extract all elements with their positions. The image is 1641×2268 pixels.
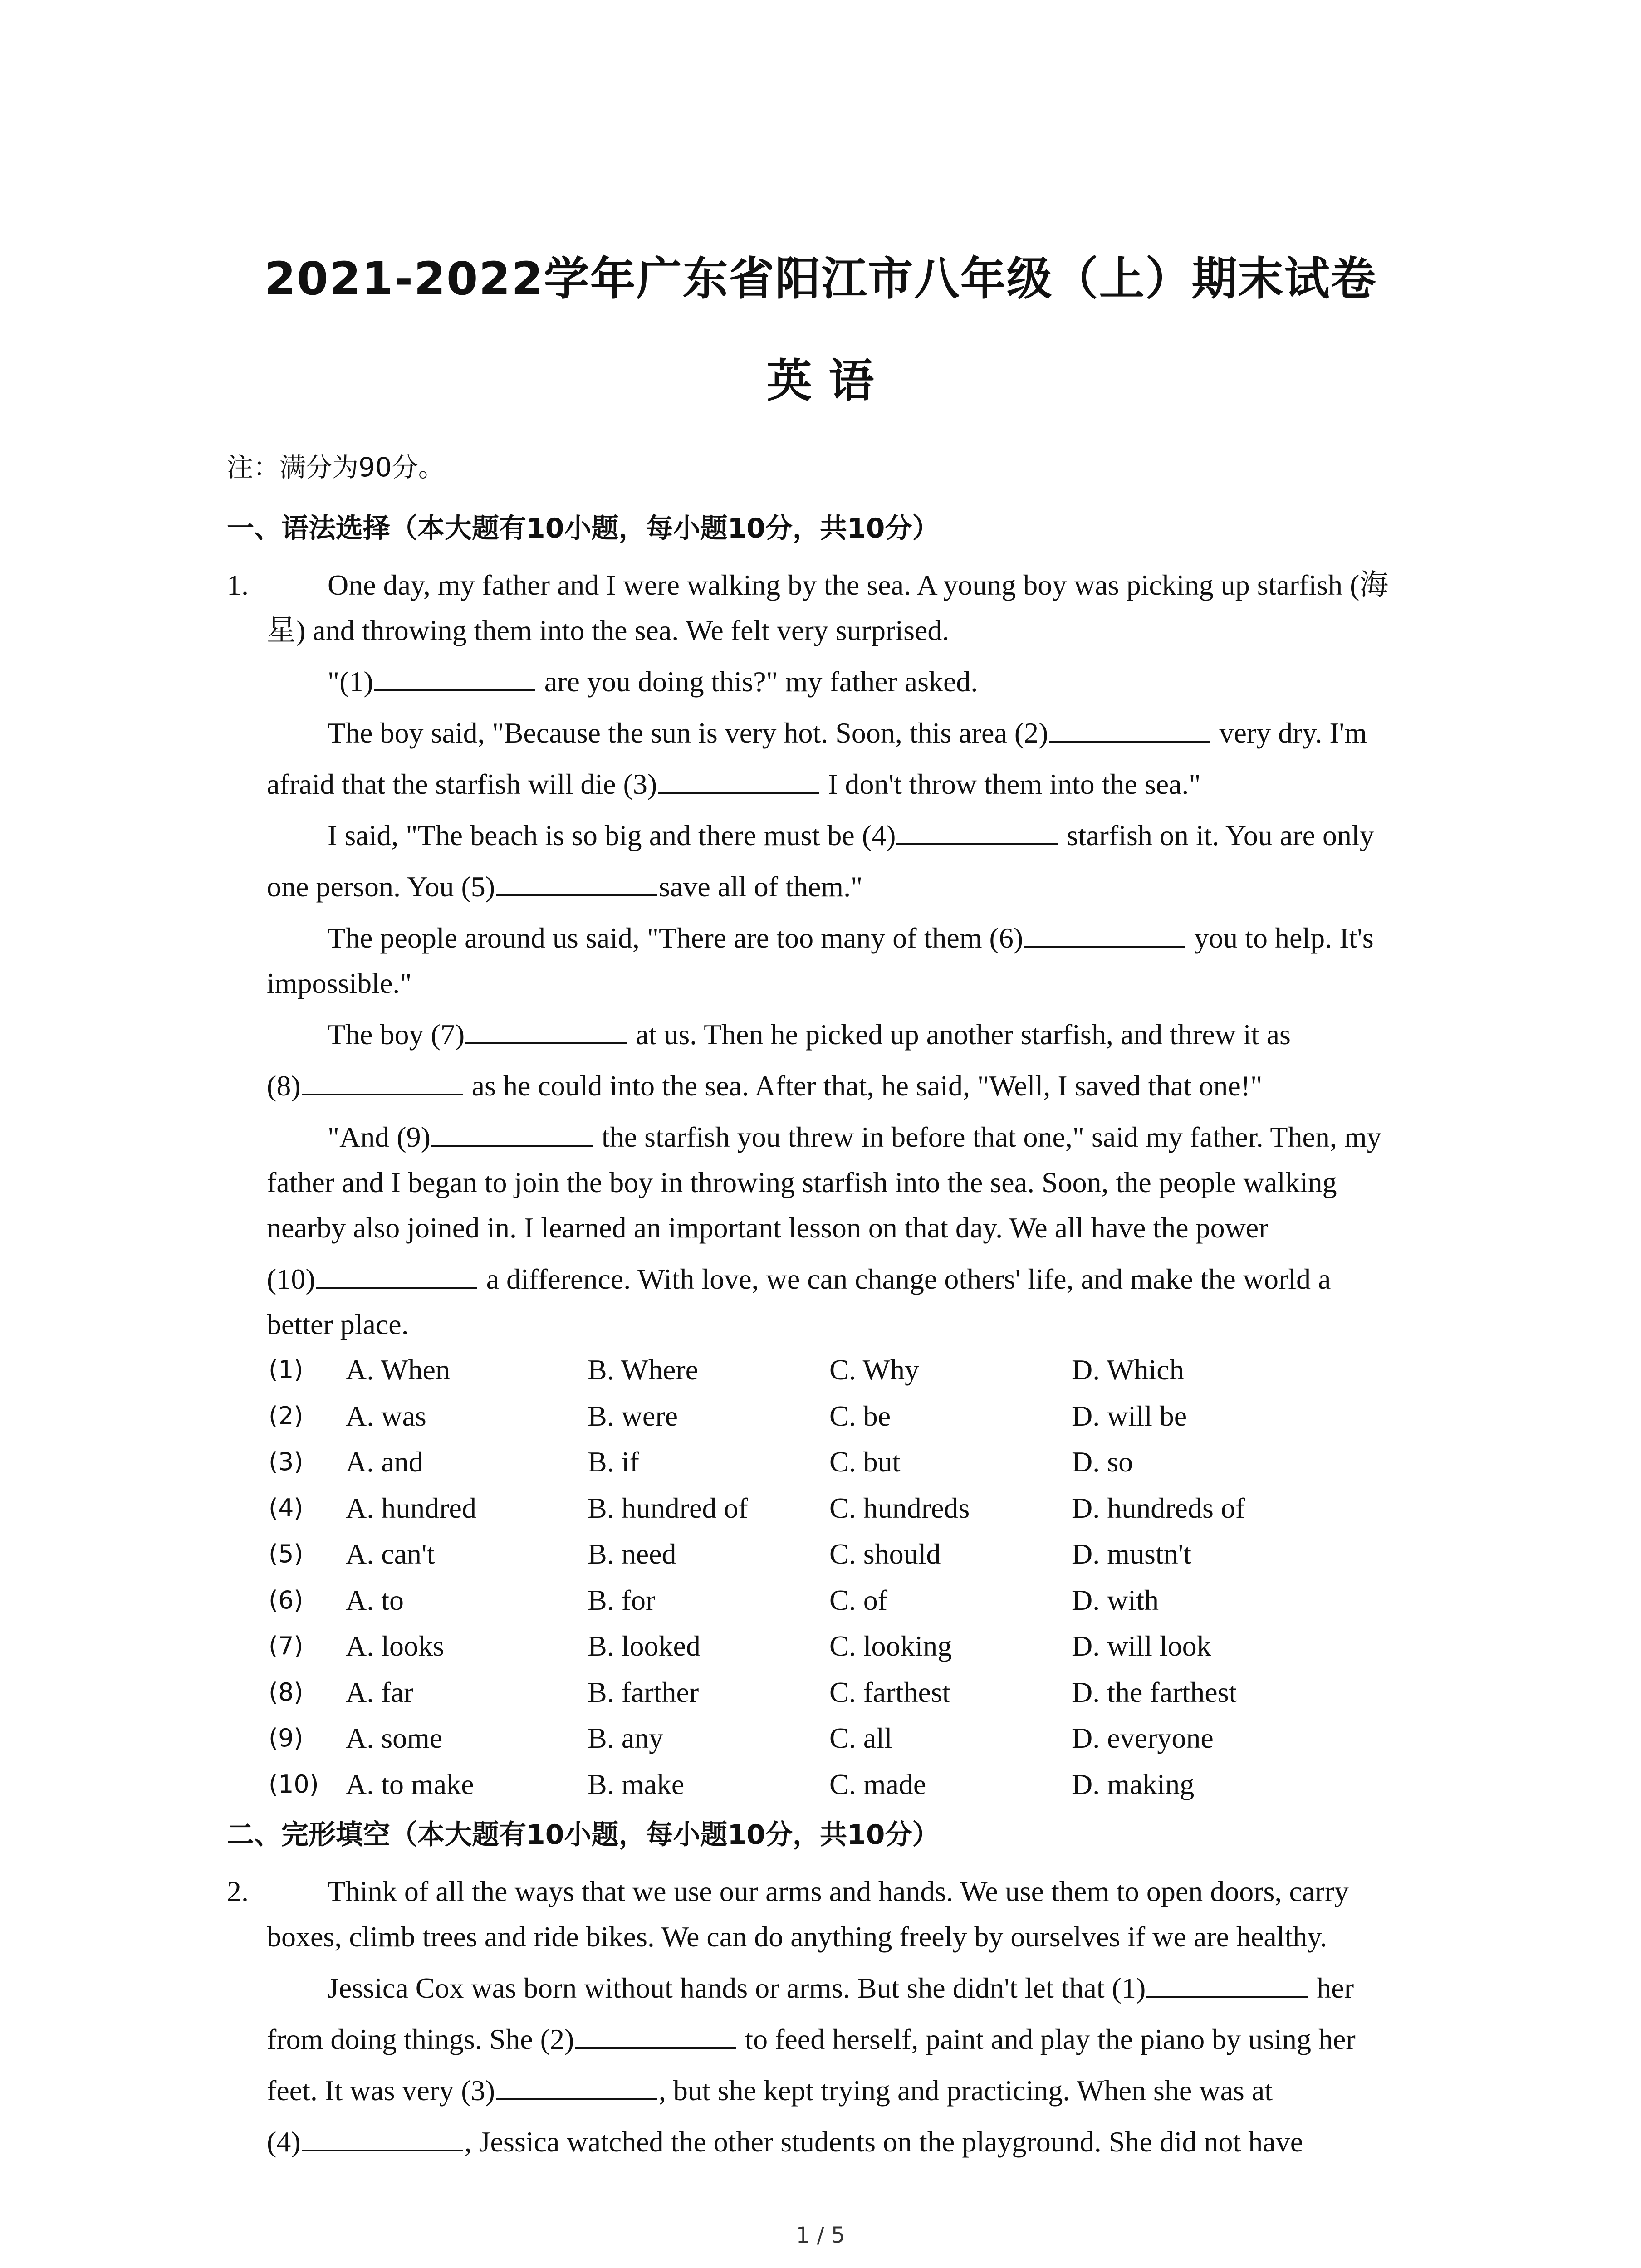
option-number: (2) xyxy=(269,1401,304,1430)
passage-text: to feed herself, paint and play the piano by using her xyxy=(738,2023,1356,2055)
answer-blank xyxy=(1049,714,1210,743)
passage-text: from doing things. She (2) xyxy=(267,2023,574,2055)
option-row xyxy=(0,1442,1641,1482)
answer-blank xyxy=(465,1015,627,1044)
passage-text: feet. It was very (3) xyxy=(267,2074,495,2107)
option-c: C. Why xyxy=(829,1354,919,1386)
option-number: (7) xyxy=(269,1632,304,1660)
passage-text: starfish on it. You are only xyxy=(1059,819,1374,851)
page-subtitle: 英 语 xyxy=(766,354,875,407)
option-a: A. some xyxy=(346,1722,443,1754)
passage-text: (10) xyxy=(267,1263,315,1295)
passage-text: I said, "The beach is so big and there must be (4) xyxy=(328,819,896,851)
answer-blank xyxy=(302,2122,463,2151)
answer-blank xyxy=(896,816,1058,845)
passage-text: "And (9) xyxy=(328,1121,431,1153)
option-b: B. looked xyxy=(588,1630,700,1662)
passage-text: better place. xyxy=(267,1308,409,1340)
option-d: D. the farthest xyxy=(1072,1676,1237,1708)
option-d: D. mustn't xyxy=(1072,1538,1191,1570)
option-a: A. to make xyxy=(346,1768,474,1800)
option-number: (6) xyxy=(269,1585,304,1614)
passage-line xyxy=(267,610,949,651)
passage-text: her xyxy=(1309,1972,1354,2004)
option-a: A. far xyxy=(346,1676,414,1708)
passage-text: The boy (7) xyxy=(328,1018,465,1051)
option-row xyxy=(0,1626,1641,1667)
passage-text: 星) and throwing them into the sea. We felt very surprised. xyxy=(267,614,950,646)
answer-blank xyxy=(374,662,535,691)
score-note: 注：满分为90分。 xyxy=(227,452,445,483)
option-c: C. all xyxy=(829,1722,892,1754)
option-b: B. make xyxy=(588,1768,685,1800)
answer-blank xyxy=(575,2020,736,2049)
answer-blank xyxy=(431,1118,593,1147)
option-number: (8) xyxy=(269,1677,304,1706)
option-b: B. if xyxy=(588,1446,639,1478)
passage-text: afraid that the starfish will die (3) xyxy=(267,768,657,800)
page-number: 1 / 5 xyxy=(796,2223,845,2248)
passage-text: , Jessica watched the other students on the playground. She did not have xyxy=(464,2126,1303,2158)
passage-text: Jessica Cox was born without hands or arms. But she didn't let that (1) xyxy=(328,1972,1146,2004)
passage-line xyxy=(267,764,1201,805)
passage-text: impossible." xyxy=(267,967,412,999)
passage-line xyxy=(267,866,862,907)
passage-text: "(1) xyxy=(328,665,373,698)
option-number: (10) xyxy=(269,1769,319,1799)
option-c: C. but xyxy=(829,1446,901,1478)
passage-line xyxy=(328,1871,1349,1912)
option-row xyxy=(0,1534,1641,1574)
option-b: B. for xyxy=(588,1584,656,1616)
passage-text: Think of all the ways that we use our arms and hands. We use them to open doors, carry xyxy=(328,1875,1349,1907)
passage-text: save all of them." xyxy=(659,870,863,903)
option-a: A. When xyxy=(346,1354,450,1386)
option-row xyxy=(0,1718,1641,1759)
section-heading-cloze: 二、完形填空（本大题有10小题，每小题10分，共10分） xyxy=(227,1819,940,1851)
passage-line xyxy=(328,918,1374,958)
option-d: D. so xyxy=(1072,1446,1133,1478)
answer-blank xyxy=(316,1260,477,1289)
passage-text: , but she kept trying and practicing. When she was at xyxy=(658,2074,1273,2107)
passage-text: boxes, climb trees and ride bikes. We can do anything freely by ourselves if we are healthy. xyxy=(267,1921,1327,1953)
option-a: A. can't xyxy=(346,1538,435,1570)
answer-blank xyxy=(1146,1969,1308,1998)
option-b: B. Where xyxy=(588,1354,699,1386)
passage-line xyxy=(328,1014,1291,1055)
option-c: C. looking xyxy=(829,1630,952,1662)
option-a: A. was xyxy=(346,1399,426,1432)
passage-text: at us. Then he picked up another starfish, and threw it as xyxy=(628,1018,1291,1051)
passage-text: (8) xyxy=(267,1070,301,1102)
passage-line xyxy=(328,661,978,702)
option-d: D. Which xyxy=(1072,1354,1184,1386)
option-number: (1) xyxy=(269,1355,304,1384)
section-heading-grammar: 一、语法选择（本大题有10小题，每小题10分，共10分） xyxy=(227,513,940,544)
answer-blank xyxy=(496,2071,657,2100)
passage-line xyxy=(267,1162,1337,1203)
passage-text: (4) xyxy=(267,2126,301,2158)
passage-line xyxy=(267,963,411,1004)
passage-text: the starfish you threw in before that one," said my father. Then, my xyxy=(594,1121,1381,1153)
option-b: B. were xyxy=(588,1399,678,1432)
answer-blank xyxy=(496,867,657,896)
option-row xyxy=(0,1580,1641,1621)
passage-line xyxy=(328,1968,1354,2009)
option-row xyxy=(0,1488,1641,1529)
passage-line xyxy=(267,2070,1273,2111)
option-c: C. farthest xyxy=(829,1676,950,1708)
option-b: B. hundred of xyxy=(588,1491,748,1524)
passage-text: one person. You (5) xyxy=(267,870,495,903)
option-a: A. and xyxy=(346,1446,423,1478)
option-row xyxy=(0,1349,1641,1390)
passage-text: you to help. It's xyxy=(1187,922,1374,954)
option-row xyxy=(0,1764,1641,1805)
passage-text: I don't throw them into the sea." xyxy=(821,768,1201,800)
passage-text: The boy said, "Because the sun is very hot. Soon, this area (2) xyxy=(328,717,1048,749)
option-row xyxy=(0,1396,1641,1437)
option-a: A. to xyxy=(346,1584,404,1616)
passage-line xyxy=(328,565,1388,606)
option-a: A. looks xyxy=(346,1630,444,1662)
answer-blank xyxy=(302,1066,463,1095)
option-b: B. farther xyxy=(588,1676,699,1708)
passage-line xyxy=(267,1916,1327,1957)
passage-text: father and I began to join the boy in throwing starfish into the sea. Soon, the people walking xyxy=(267,1166,1337,1198)
passage-line xyxy=(267,1259,1331,1300)
passage-line xyxy=(267,1304,409,1345)
option-d: D. will be xyxy=(1072,1399,1187,1432)
question-number: 1. xyxy=(227,569,249,601)
option-b: B. need xyxy=(588,1538,676,1570)
option-number: (5) xyxy=(269,1540,304,1568)
option-d: D. everyone xyxy=(1072,1722,1214,1754)
passage-text: are you doing this?" my father asked. xyxy=(537,665,978,698)
option-d: D. with xyxy=(1072,1584,1159,1616)
option-number: (3) xyxy=(269,1447,304,1476)
passage-line xyxy=(328,713,1367,753)
option-c: C. hundreds xyxy=(829,1491,970,1524)
option-number: (9) xyxy=(269,1724,304,1752)
passage-line xyxy=(267,2121,1303,2162)
answer-blank xyxy=(1024,919,1185,948)
option-c: C. should xyxy=(829,1538,941,1570)
passage-text: nearby also joined in. I learned an important lesson on that day. We all have the power xyxy=(267,1212,1269,1244)
question-number: 2. xyxy=(227,1875,249,1907)
passage-text: as he could into the sea. After that, he said, "Well, I saved that one!" xyxy=(464,1070,1263,1102)
option-c: C. of xyxy=(829,1584,887,1616)
option-d: D. hundreds of xyxy=(1072,1491,1245,1524)
option-b: B. any xyxy=(588,1722,664,1754)
option-c: C. made xyxy=(829,1768,926,1800)
passage-line xyxy=(267,1066,1262,1106)
passage-line xyxy=(267,1207,1269,1248)
option-row xyxy=(0,1672,1641,1713)
passage-text: The people around us said, "There are too many of them (6) xyxy=(328,922,1024,954)
passage-text: very dry. I'm xyxy=(1212,717,1367,749)
passage-line xyxy=(267,2019,1356,2060)
passage-text: a difference. With love, we can change others' life, and make the world a xyxy=(479,1263,1331,1295)
option-c: C. be xyxy=(829,1399,891,1432)
passage-line xyxy=(328,1117,1381,1158)
passage-text: One day, my father and I were walking by the sea. A young boy was picking up starfish (海 xyxy=(328,569,1389,601)
answer-blank xyxy=(658,765,819,794)
option-d: D. making xyxy=(1072,1768,1195,1800)
page-title: 2021-2022学年广东省阳江市八年级（上）期末试卷 xyxy=(264,252,1377,305)
option-a: A. hundred xyxy=(346,1491,476,1524)
passage-line xyxy=(328,815,1374,856)
option-number: (4) xyxy=(269,1493,304,1522)
option-d: D. will look xyxy=(1072,1630,1211,1662)
